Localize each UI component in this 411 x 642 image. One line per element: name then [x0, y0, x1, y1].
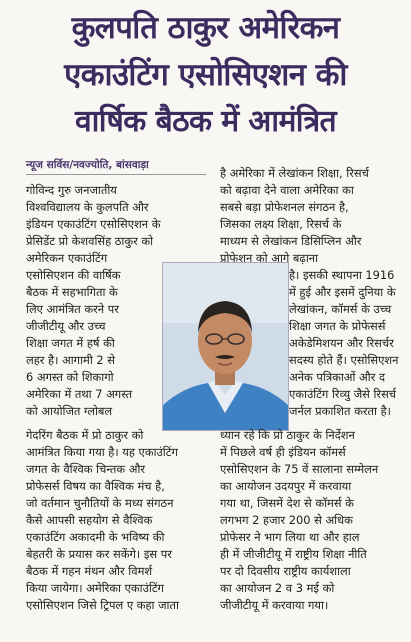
left-column-line: विश्वविद्यालय के कुलपति और [26, 200, 149, 214]
right-column-line: गया था, जिसमें देश से कॉमर्स के [220, 496, 354, 510]
left-column-line: किया जायेगा। अमेरिका एकाउंटिंग [26, 581, 164, 595]
right-column-line: है अमेरिका में लेखांकन शिक्षा, रिसर्च [220, 166, 369, 180]
right-column-line: जिसका लक्ष्य शिक्षा, रिसर्च के [220, 217, 342, 231]
right-column-line: माध्यम से लेखांकन डिसिप्लिन और [220, 234, 362, 248]
left-column-line: एसोसिएशन जिसे ट्रिपल ए कहा जाता [26, 598, 179, 612]
left-column-line: एकाउंटिंग अकादमी के भविष्य की [26, 530, 165, 544]
right-column-line: को बढ़ावा देने वाला अमेरिका का [220, 183, 354, 197]
right-column-line: ध्यान रहे कि प्रो ठाकुर के निर्देशन [220, 428, 355, 442]
left-column-line: कैसे आपसी सहयोग से वैश्विक [26, 513, 153, 527]
left-column-line: जो वर्तमान चुनौतियों के मध्य संगठन [26, 496, 174, 510]
byline: न्यूज सर्विस/नवज्योति, बांसवाड़ा [26, 159, 149, 171]
right-column-line: लगभग 2 हजार 200 से अधिक [220, 513, 353, 527]
left-column-line: अमेरिका में तथा 7 अगस्त [26, 387, 133, 401]
right-column-line: एसोसिएशन के 75 वें सालाना सम्मेलन [220, 462, 379, 476]
left-column-line: आमंत्रित किया गया है। यह एकाउंटिंग [26, 445, 178, 459]
right-column-line: में हुई और इसमें दुनिया के [289, 285, 396, 299]
left-column-line: लिए आमंत्रित करने पर [26, 302, 119, 316]
right-column-line: सदस्य होते हैं। एसोसिएशन [289, 353, 399, 367]
right-column-line: का आयोजन उदयपुर में करवाया [220, 479, 352, 493]
left-column-line: जीजीटीयू और उच्च [26, 319, 106, 333]
right-column-line: में पिछले वर्ष ही इंडियन कॉमर्स [220, 445, 346, 459]
right-column-line: जर्नल प्रकाशित करता है। [289, 404, 391, 418]
portrait-photo [162, 262, 289, 431]
right-column-line: लेखांकन, कॉमर्स के उच्च [289, 302, 392, 316]
byline-rule [26, 174, 206, 175]
left-column-line: एसोसिएशन की वार्षिक [26, 268, 121, 282]
headline-line-2: एकाउंटिंग एसोसिएशन की [64, 57, 347, 93]
right-column-line: जीजीटीयू में करवाया गया। [220, 598, 329, 612]
right-column-line: शिक्षा जगत के प्रोफेसर्स [289, 319, 386, 333]
left-column-line: बैठक में सहभागिता के [26, 285, 118, 299]
right-column-line: अनेक पत्रिकाओं और द [289, 370, 386, 384]
left-column-line: इंडियन एकाउंटिंग एसोसिएशन के [26, 217, 161, 231]
right-column-line: अकेडेमिशयन और रिसर्चर [289, 336, 394, 350]
left-column-line: लहर है। आगामी 2 से [26, 353, 115, 367]
left-column-line: को आयोजित ग्लोबल [26, 404, 113, 418]
headline-line-1: कुलपति ठाकुर अमेरिकन [71, 10, 340, 46]
portrait-illustration [163, 263, 288, 430]
right-column-line: का आयोजन 2 व 3 मई को [220, 581, 335, 595]
left-column-line: शिक्षा जगत में हर्ष की [26, 336, 115, 350]
right-column-line: ही में जीजीटीयू में राष्ट्रीय शिक्षा नीति [220, 547, 367, 561]
right-column-line: पर दो दिवसीय राष्ट्रीय कार्यशाला [220, 564, 351, 578]
right-column-line: सबसे बड़ा प्रोफेशनल संगठन है, [220, 200, 349, 214]
left-column-line: अमेरिकन एकाउंटिंग [26, 251, 108, 265]
left-column-line: जगत के वैश्विक चिन्तक और [26, 462, 146, 476]
right-column-line: है। इसकी स्थापना 1916 [289, 268, 395, 282]
left-column-line: बैठक में गहन मंथन और विमर्श [26, 564, 153, 578]
right-column-line: प्रोफेसर ने भाग लिया था और हाल [220, 530, 360, 544]
right-column-line: एकाउंटिंग रिव्यु जैसे रिसर्च [289, 387, 397, 401]
left-column-line: बेहतरी के प्रयास कर सकेंगे। इस पर [26, 547, 172, 561]
left-column-line: गोविन्द गुरु जनजातीय [26, 183, 117, 197]
left-column-line: प्रेसिडेंट प्रो केशवसिंह ठाकुर को [26, 234, 154, 248]
headline [0, 0, 411, 150]
left-column-line: गेदरिंग बैठक में प्रो ठाकुर को [26, 428, 144, 442]
headline-line-3: वार्षिक बैठक में आमंत्रित [74, 104, 337, 139]
left-column-line: प्रोफेसर्स विषय का वैश्विक मंच है, [26, 479, 165, 493]
left-column-line: 6 अगस्त को शिकागो [26, 370, 114, 384]
right-column-line: प्रोफेशन को आगे बढ़ाना [220, 251, 319, 265]
